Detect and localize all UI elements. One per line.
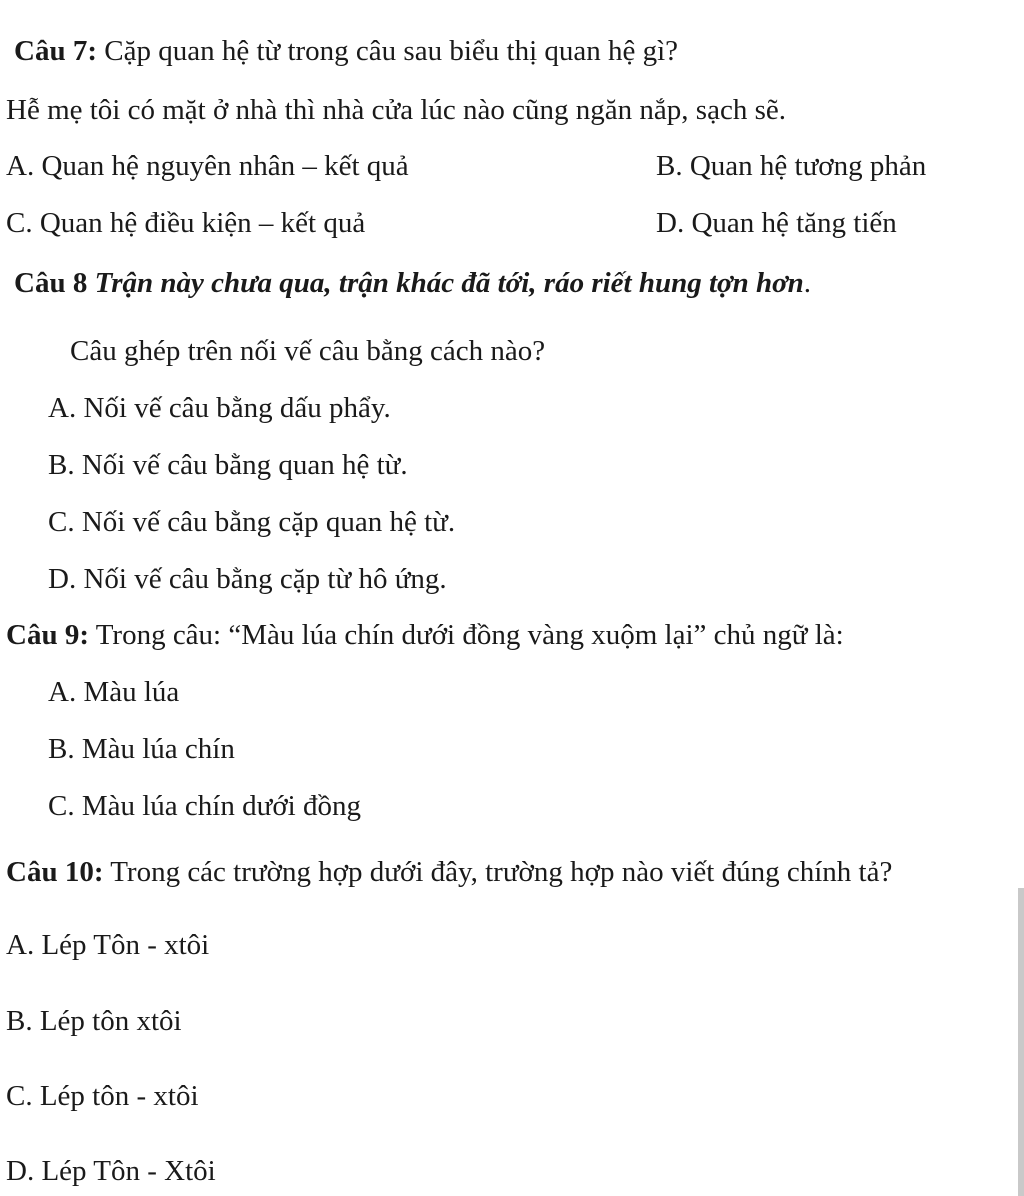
- q10-label: Câu 10:: [6, 856, 104, 888]
- q10-option-b: B. Lép tôn xtôi: [6, 1005, 182, 1037]
- q9-option-b: B. Màu lúa chín: [48, 733, 235, 765]
- q7-sentence: Hễ mẹ tôi có mặt ở nhà thì nhà cửa lúc nào cũng ngăn nắp, sạch sẽ.: [6, 94, 786, 126]
- q10-option-c: C. Lép tôn - xtôi: [6, 1080, 199, 1112]
- q8-sentence: Trận này chưa qua, trận khác đã tới, ráo riết hung tợn hơn: [87, 267, 804, 299]
- q9-question: [6, 617, 844, 653]
- q7-option-a: A. Quan hệ nguyên nhân – kết quả: [6, 150, 409, 182]
- q10-question: [6, 854, 892, 890]
- q8-label: Câu 8: [14, 267, 88, 299]
- q8-option-a: A. Nối vế câu bằng dấu phẩy.: [48, 392, 391, 424]
- q7-option-b: B. Quan hệ tương phản: [656, 150, 927, 182]
- q9-question-text: Trong câu: “Màu lúa chín dưới đồng vàng xuộm lại” chủ ngữ là:: [88, 619, 844, 651]
- q8-option-c: C. Nối vế câu bằng cặp quan hệ từ.: [48, 506, 456, 538]
- q7-question-text: Cặp quan hệ từ trong câu sau biểu thị quan hệ gì?: [96, 35, 679, 67]
- q8-question: Câu ghép trên nối vế câu bằng cách nào?: [70, 335, 546, 367]
- q9-label: Câu 9:: [6, 619, 89, 651]
- q8-end: .: [803, 267, 812, 299]
- q8-option-b: B. Nối vế câu bằng quan hệ từ.: [48, 449, 408, 481]
- q9-option-c: C. Màu lúa chín dưới đồng: [48, 790, 361, 822]
- q8-option-d: D. Nối vế câu bằng cặp từ hô ứng.: [48, 563, 447, 595]
- q7-option-d: D. Quan hệ tăng tiến: [656, 207, 897, 239]
- q10-option-d: D. Lép Tôn - Xtôi: [6, 1155, 216, 1187]
- q7-label: Câu 7:: [14, 35, 97, 67]
- q8-heading: [14, 265, 811, 301]
- q10-option-a: A. Lép Tôn - xtôi: [6, 929, 210, 961]
- q7-option-c: C. Quan hệ điều kiện – kết quả: [6, 207, 366, 239]
- scrollbar[interactable]: [1018, 888, 1024, 1196]
- q9-option-a: A. Màu lúa: [48, 676, 180, 708]
- q7-question: [14, 33, 678, 69]
- q10-question-text: Trong các trường hợp dưới đây, trường hợp nào viết đúng chính tả?: [103, 856, 893, 888]
